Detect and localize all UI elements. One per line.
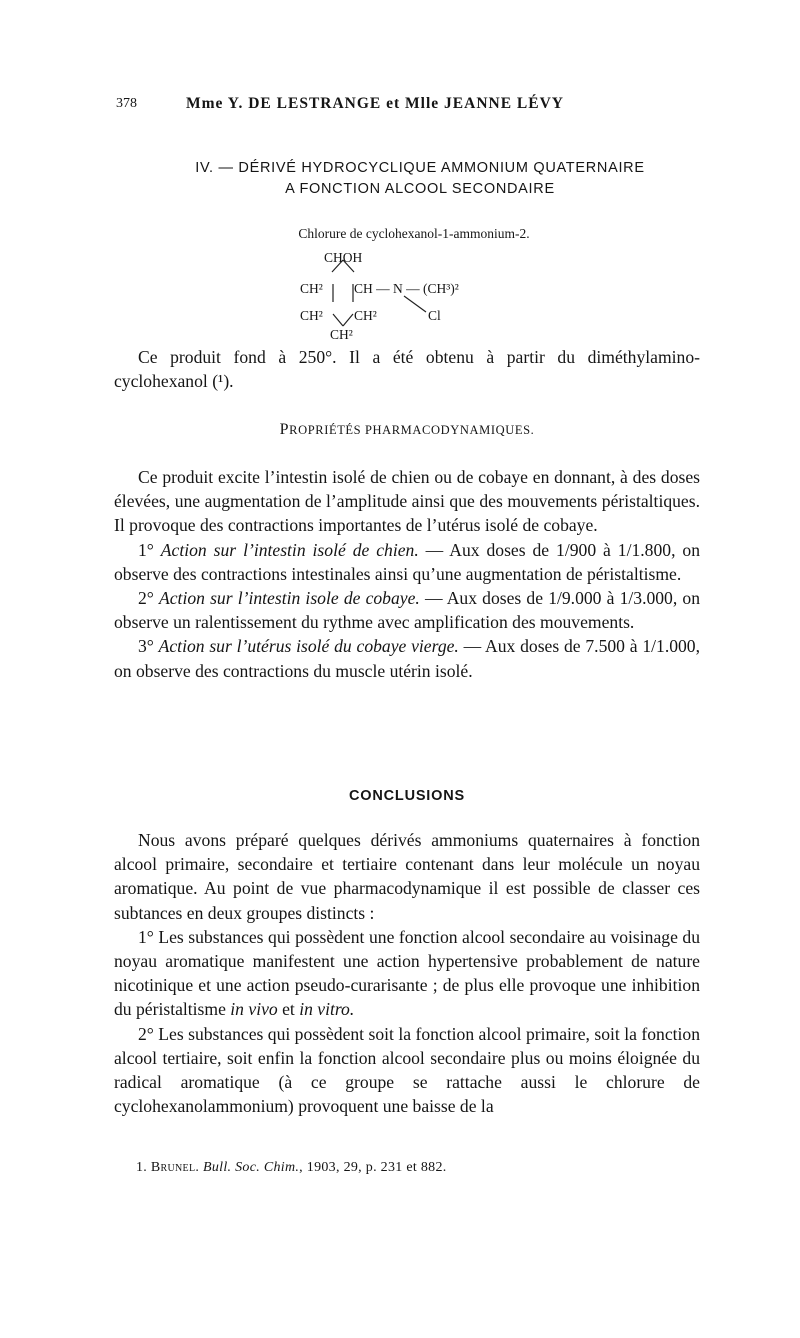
- conclusions-heading: CONCLUSIONS: [349, 788, 465, 804]
- action-item-3: 3° Action sur l’utérus isolé du cobaye vierge. — Aux doses de 7.500 à 1/1.000, on observe des contractions du muscle utérin isolé.: [114, 636, 701, 681]
- formula-ch2-left-lower: CH²: [300, 308, 323, 323]
- action-item-3-title: Action sur l’utérus isolé du cobaye vierge.: [158, 636, 459, 657]
- running-head: [116, 96, 700, 120]
- conclusions-paragraph: Nous avons préparé quelques dérivés ammoniums quaternaires à fonction alcool primaire, secondaire et tertiaire contenant dans leur molécule un noyau aromatique. Au point de vue pharmacodynamique il est possible de classer ces subtances en deux groupes distincts :: [114, 830, 700, 923]
- pharmacology-body: [114, 465, 700, 683]
- pharmacology-paragraph: Ce produit excite l’intestin isolé de chien ou de cobaye en donnant, à des doses élevées, une augmentation de l’amplitude ainsi que des mouvements péristaltiques. Il provoque des contractions importantes de l’utérus isolé de cobaye.: [114, 467, 700, 536]
- formula-ch-n: CH — N — (CH³)²: [354, 281, 459, 296]
- formula-ch2-bottom: CH²: [330, 327, 353, 342]
- intro-paragraph: [114, 345, 700, 393]
- footnote: 1. Brunel. Bull. Soc. Chim., 1903, 29, p. 231 et 882.: [136, 1160, 447, 1175]
- section-title-line2: A FONCTION ALCOOL SECONDAIRE: [285, 181, 555, 197]
- action-item-2-title: Action sur l’intestin isole de cobaye.: [159, 588, 420, 609]
- footnote-author: Brunel.: [150, 1160, 200, 1175]
- running-title: Mme Y. DE LESTRANGE et Mlle JEANNE LÉVY: [186, 95, 564, 112]
- conclusion-point-1: 1° Les substances qui possèdent une fonction alcool secondaire au voisinage du noyau aromatique manifestent une action hypertensive probablement de nature nicotinique et une action pseudo-curarisante ; de plus elle provoque une inhibition du péristaltisme in vivo et in vitro.: [114, 926, 700, 1020]
- intro-line2: cyclohexanol (¹).: [114, 371, 234, 392]
- action-item-2: 2° Action sur l’intestin isole de cobaye. — Aux doses de 1/9.000 à 1/3.000, on observe un ralentissement du rythme avec amplification des mouvements.: [114, 588, 701, 633]
- footnote-journal: Bull. Soc. Chim.: [199, 1160, 300, 1175]
- compound-caption: Chlorure de cyclohexanol-1-ammonium-2.: [298, 226, 530, 241]
- formula-cl: Cl: [428, 308, 441, 323]
- intro-line1: Ce produit fond à 250°. Il a été obtenu à partir du diméthylamino-: [138, 347, 700, 367]
- heading-small-caps: ROPRIÉTÉS PHARMACODYNAMIQUES.: [289, 423, 535, 437]
- structural-formula: [300, 250, 500, 344]
- formula-ch2-left-upper: CH²: [300, 281, 323, 296]
- formula-choh: CHOH: [324, 250, 363, 265]
- conclusion-point-2: 2° Les substances qui possèdent soit la fonction alcool primaire, soit la fonction alcool tertiaire, soit enfin la fonction alcool secondaire plus ou moins éloignée du radical aromatique (à ce groupe se rattache aussi le chlorure de cyclohexanolammonium) provoquent une baisse de la: [114, 1023, 700, 1117]
- action-item-1: 1° Action sur l’intestin isolé de chien. — Aux doses de 1/900 à 1/1.800, on observe des contractions intestinales ainsi qu’une augmentation de péristaltisme.: [114, 539, 700, 584]
- section-title-line1: IV. — DÉRIVÉ HYDROCYCLIQUE AMMONIUM QUATERNAIRE: [195, 160, 645, 176]
- formula-ch2-right-lower: CH²: [354, 308, 377, 323]
- conclusions-body: [114, 828, 700, 1118]
- action-item-1-title: Action sur l’intestin isolé de chien.: [160, 539, 419, 560]
- page-number: 378: [116, 96, 137, 111]
- heading-initial: P: [279, 421, 290, 438]
- pharmacology-heading: [114, 421, 700, 439]
